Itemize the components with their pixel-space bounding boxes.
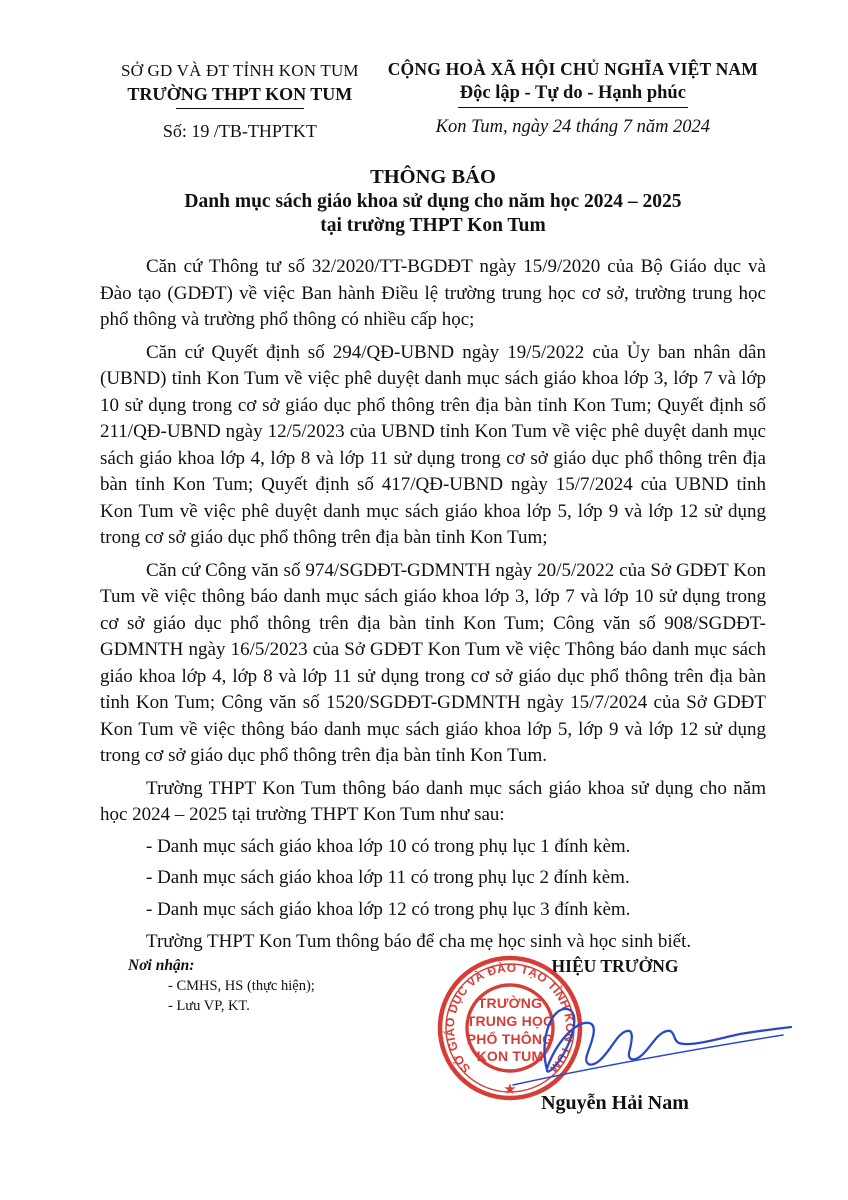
recipients-block: [128, 956, 315, 1016]
signer-title: HIỆU TRƯỞNG: [551, 956, 679, 976]
stamp-ring-text: SỞ GIÁO DỤC VÀ ĐÀO TẠO TỈNH KON TUM: [442, 960, 578, 1076]
signer-name: Nguyễn Hải Nam: [541, 1092, 689, 1114]
issuing-org-block: [100, 58, 380, 142]
recipient-line: - CMHS, HS (thực hiện);: [168, 978, 315, 994]
national-header-block: [380, 58, 766, 142]
title-block: [100, 164, 766, 238]
document-title: THÔNG BÁO: [370, 166, 496, 188]
stamp-center-line: PHỔ THÔNG: [466, 1031, 554, 1047]
paragraph-legal-basis-3: Căn cứ Công văn số 974/SGDĐT-GDMNTH ngày 20/5/2022 của Sở GDĐT Kon Tum về việc thông báo danh mục sách giáo khoa lớp 3, lớp 7 và lớp 10 sử dụng trong cơ sở giáo dục phổ thông trên địa bàn tỉnh Kon Tum; Công văn số 908/SGDĐT-GDMNTH ngày 16/5/2023 của Sở GDĐT Kon Tum về việc Thông báo danh mục sách giáo khoa lớp 4, lớp 8 và lớp 11 sử dụng trong cơ sở giáo dục phổ thông trên địa bàn tỉnh Kon Tum; Công văn số 1520/SGDĐT-GDMNTH ngày 15/7/2024 của Sở GDĐT Kon Tum về việc thông báo danh mục sách giáo khoa lớp 5, lớp 9 và lớp 12 sử dụng trong cơ sở giáo dục phổ thông trên địa bàn tỉnh Kon Tum.: [100, 559, 766, 766]
list-item-grade-10: - Danh mục sách giáo khoa lớp 10 có trong phụ lục 1 đính kèm.: [146, 835, 631, 857]
recipients-label: Nơi nhận:: [128, 957, 195, 974]
paragraph-closing: Trường THPT Kon Tum thông báo để cha mẹ học sinh và học sinh biết.: [146, 931, 692, 952]
document-number: Số: 19 /TB-THPTKT: [162, 121, 317, 141]
paragraph-legal-basis-1: Căn cứ Thông tư số 32/2020/TT-BGDĐT ngày 15/9/2020 của Bộ Giáo dục và Đào tạo (GDĐT) về việc Ban hành Điều lệ trường trung học cơ sở, trường trung học phổ thông và trường phổ thông có nhiều cấp học;: [100, 256, 766, 330]
stamp-center-line: TRUNG HỌC: [466, 1013, 554, 1029]
document-subtitle-line2: tại trường THPT Kon Tum: [320, 215, 546, 236]
list-item-grade-12: - Danh mục sách giáo khoa lớp 12 có trong phụ lục 3 đính kèm.: [146, 898, 631, 920]
list-item-grade-11: - Danh mục sách giáo khoa lớp 11 có trong phụ lục 2 đính kèm.: [146, 867, 630, 888]
national-title: CỘNG HOÀ XÃ HỘI CHỦ NGHĨA VIỆT NAM: [387, 59, 758, 79]
recipient-line: - Lưu VP, KT.: [168, 998, 250, 1014]
stamp-center-line: KON TUM: [476, 1048, 544, 1064]
signature-underline-stroke: [513, 1035, 783, 1085]
national-motto: Độc lập - Tự do - Hạnh phúc: [458, 81, 688, 108]
org-name-underline: [176, 108, 304, 109]
document-subtitle-line1: Danh mục sách giáo khoa sử dụng cho năm học 2024 – 2025: [184, 191, 682, 212]
star-icon: ★: [503, 1081, 517, 1098]
signature-scribble: [455, 985, 800, 1100]
place-and-date: Kon Tum, ngày 24 tháng 7 năm 2024: [435, 117, 711, 137]
paragraph-legal-basis-2: Căn cứ Quyết định số 294/QĐ-UBND ngày 19/5/2022 của Ủy ban nhân dân (UBND) tỉnh Kon Tum về việc phê duyệt danh mục sách giáo khoa lớp 3, lớp 7 và lớp 10 sử dụng trong cơ sở giáo dục phổ thông trên địa bàn tỉnh Kon Tum; Quyết định số 211/QĐ-UBND ngày 12/5/2023 của UBND tỉnh Kon Tum về việc phê duyệt danh mục sách giáo khoa lớp 4, lớp 8 và lớp 11 sử dụng trong cơ sở giáo dục phổ thông trên địa bàn tỉnh Kon Tum; Quyết định số 417/QĐ-UBND ngày 15/7/2024 của UBND tỉnh Kon Tum về việc phê duyệt danh mục sách giáo khoa lớp 5, lớp 9 và lớp 12 sử dụng trong cơ sở giáo dục phổ thông trên địa bàn tỉnh Kon Tum;: [100, 341, 766, 548]
paragraph-announcement: Trường THPT Kon Tum thông báo danh mục sách giáo khoa sử dụng cho năm học 2024 – 2025 tại trường THPT Kon Tum như sau:: [100, 777, 766, 825]
document-header: [100, 58, 766, 142]
parent-org-name: SỞ GD VÀ ĐT TỈNH KON TUM: [120, 61, 359, 80]
stamp-center-line: TRƯỜNG: [477, 995, 543, 1011]
school-name: TRƯỜNG THPT KON TUM: [127, 84, 353, 104]
document-body: [100, 254, 766, 956]
